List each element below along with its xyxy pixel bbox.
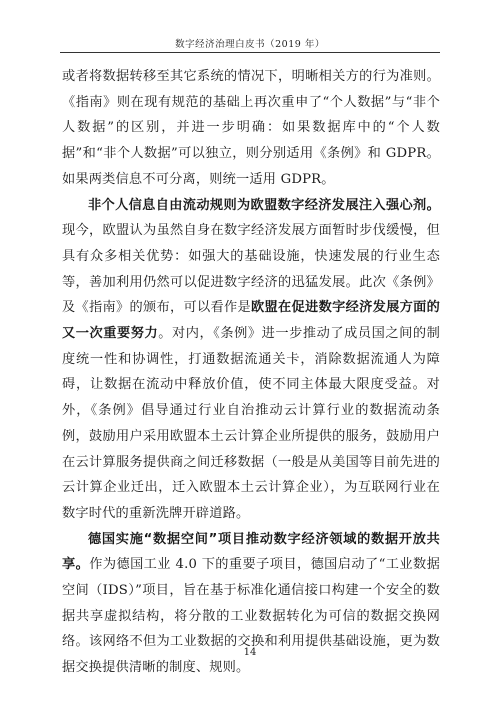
running-header: 数字经济治理白皮书（2019 年）	[175, 39, 325, 50]
paragraph-body-text: 。对内，《条例》进一步推动了成员国之间的制度统一性和协调性，打通数据流通关卡，消除数据流通人为障碍，让数据在流动中释放价值，使不同主体最大限度受益。对外，《条例》倡导通过行业自治推动云计算行业的数据流动条例，鼓励用户采用欧盟本土云计算企业所提供的服务，鼓励用户在云计算服务提供商之间迁移数据（一般是从美国等目前先进的云计算企业迁出，迁入欧盟本土云计算企业），为互联网行业在数字时代的重新洗牌开辟道路。	[62, 326, 440, 521]
paragraph-lead-heading: 非个人信息自由流动规则为欧盟数字经济发展注入强心剂。	[88, 197, 440, 213]
paragraph-body-text: 作为德国工业 4.0 下的重要子项目，德国启动了“工业数据空间（IDS）”项目，旨在基于标准化通信接口构建一个安全的数据共享虚拟结构，将分散的工业数据转化为可信的数据交换网络。该网络不但为工业数据的交换和利用提供基础设施，更为数据交换提供清晰的制度、规则。	[62, 557, 440, 676]
paragraph-body-text: 现今，欧盟认为虽然自身在数字经济发展方面暂时步伐缓慢，但具有众多相关优势：如强大的基础设施，快速发展的行业生态等，善加利用仍然可以促进数字经济的迅猛发展。此次《条例》及《指南》的颁布，可以看作是	[62, 223, 440, 316]
body-text	[62, 64, 440, 681]
page-number: 14	[243, 647, 257, 658]
paragraph-lead-heading: 德国实施“数据空间”项目推动数字经济领域的数据开放共享。	[62, 531, 440, 573]
header-rule	[60, 52, 440, 53]
emphasis-text: 欧盟在促进数字经济发展方面的又一次重要努力	[62, 300, 440, 342]
paragraph-eu-data-flow	[62, 193, 440, 527]
paragraph-continuation: 或者将数据转移至其它系统的情况下，明晰相关方的行为准则。《指南》则在现有规范的基础上再次重申了“个人数据”与“非个人数据”的区别，并进一步明确：如果数据库中的“个人数据”和“非个人数据”可以独立，则分别适用《条例》和 GDPR。如果两类信息不可分离，则统一适用 GDPR。	[62, 69, 440, 187]
